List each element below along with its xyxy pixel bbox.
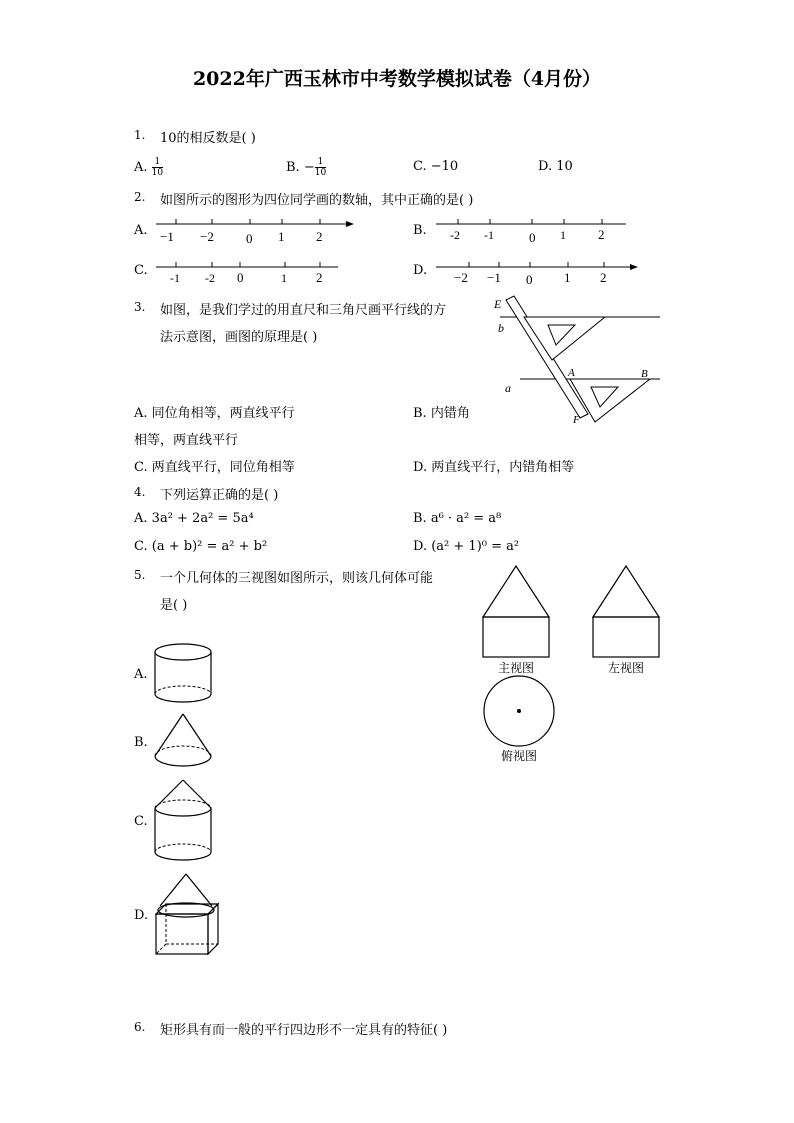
option-text: a⁶ · a² = a⁸: [430, 511, 502, 526]
option-letter: A.: [134, 511, 148, 526]
tick-label: -2: [450, 228, 460, 242]
question-3-stem-line2: 法示意图，画图的原理是( ): [160, 330, 318, 345]
question-2-number: 2.: [134, 190, 146, 204]
q3-option-d[interactable]: [413, 456, 574, 475]
tick-label: 1: [560, 228, 566, 242]
option-text: (a² + 1)⁰ = a²: [431, 539, 520, 554]
q2-option-c-letter[interactable]: C.: [134, 263, 148, 278]
option-text: 两直线平行，同位角相等: [151, 460, 295, 475]
q4-option-d[interactable]: [413, 539, 519, 554]
label-e: E: [494, 297, 502, 311]
option-letter: A.: [134, 406, 148, 421]
question-4-number: 4.: [134, 485, 146, 499]
tick-label: 2: [600, 270, 607, 285]
q3-option-a[interactable]: [134, 402, 295, 421]
question-6-number: 6.: [134, 1020, 146, 1034]
option-text: (a + b)² = a² + b²: [151, 539, 268, 554]
top-view-label: 俯视图: [500, 749, 538, 763]
question-3-number: 3.: [134, 300, 146, 314]
option-text: 两直线平行，内错角相等: [431, 460, 575, 475]
question-1-number: 1.: [134, 128, 146, 142]
option-letter: A.: [134, 160, 148, 175]
option-letter: D.: [413, 539, 428, 554]
tick-label: 2: [316, 270, 323, 285]
question-2-stem: 如图所示的图形为四位同学画的数轴，其中正确的是( ): [160, 193, 474, 208]
cone-on-cube-icon: [150, 870, 226, 962]
q5-option-d-letter[interactable]: D.: [134, 908, 149, 923]
tick-label: 0: [526, 272, 533, 287]
question-6-stem: 矩形具有而一般的平行四边形不一定具有的特征( ): [160, 1023, 448, 1038]
q3-option-c[interactable]: [134, 456, 295, 475]
number-line-c: [150, 258, 350, 288]
q1-option-b[interactable]: [286, 157, 326, 178]
cone-icon: [150, 710, 216, 772]
option-letter: D.: [413, 460, 428, 475]
option-text: −10: [430, 159, 459, 174]
q1-option-c[interactable]: [413, 159, 458, 174]
q5-option-b-letter[interactable]: B.: [134, 735, 148, 750]
tick-label: −2: [454, 270, 468, 285]
q3-option-b[interactable]: [413, 402, 470, 421]
tick-label: 2: [316, 229, 323, 244]
question-4-stem: 下列运算正确的是( ): [160, 488, 279, 503]
tick-label: 1: [281, 271, 287, 285]
minus-sign: −: [303, 160, 315, 175]
tick-label: −1: [487, 270, 501, 285]
q4-option-a[interactable]: [134, 511, 254, 526]
q1-option-d[interactable]: [538, 159, 573, 174]
tick-label: −2: [200, 229, 214, 244]
label-a-point: A: [568, 367, 575, 379]
tick-label: −1: [160, 229, 174, 244]
tick-label: 0: [246, 231, 253, 246]
tick-label: -2: [205, 271, 215, 285]
label-b: b: [498, 321, 504, 335]
q1-option-a[interactable]: [134, 157, 163, 178]
cone-on-cylinder-icon: [150, 776, 216, 868]
tick-label: -1: [170, 271, 180, 285]
q2-option-a-letter[interactable]: A.: [134, 223, 148, 238]
label-f: F: [573, 414, 580, 426]
front-view-label: 主视图: [497, 661, 535, 675]
option-text: 同位角相等，两直线平行: [151, 406, 295, 421]
tick-label: 1: [564, 270, 571, 285]
q3-option-b-continuation: 相等，两直线平行: [134, 433, 239, 448]
number-line-d: [430, 258, 644, 288]
option-text: 3a² + 2a² = 5a⁴: [151, 511, 254, 526]
tick-label: 2: [598, 227, 605, 242]
option-letter: B.: [286, 160, 300, 175]
question-5-number: 5.: [134, 568, 146, 582]
page-title: 2022年广西玉林市中考数学模拟试卷（4月份）: [192, 68, 602, 90]
tick-label: 0: [237, 270, 244, 285]
option-letter: B.: [413, 406, 427, 421]
option-text: 内错角: [430, 406, 470, 421]
number-line-b: [430, 214, 630, 248]
number-line-a: [150, 214, 360, 248]
tick-label: 1: [278, 229, 285, 244]
option-letter: C.: [134, 460, 148, 475]
left-view-label: 左视图: [607, 661, 645, 675]
q2-option-d-letter[interactable]: D.: [413, 263, 428, 278]
three-views-figure: [475, 560, 675, 770]
cylinder-icon: [150, 640, 216, 710]
q5-option-a-letter[interactable]: A.: [134, 667, 148, 682]
fraction: $\frac{1}{10}$: [151, 157, 164, 178]
fraction: $\frac{1}{10}$: [314, 157, 327, 178]
option-text: 10: [556, 159, 573, 174]
tick-label: -1: [484, 228, 494, 242]
option-letter: C.: [134, 539, 148, 554]
q5-option-c-letter[interactable]: C.: [134, 814, 148, 829]
ruler-triangle-figure: [490, 292, 670, 432]
option-letter: B.: [413, 511, 427, 526]
question-5-stem-line2: 是( ): [160, 598, 188, 613]
option-letter: C.: [413, 159, 427, 174]
question-1-stem: 10的相反数是( ): [160, 131, 256, 146]
q4-option-c[interactable]: [134, 539, 267, 554]
label-a: a: [505, 381, 511, 395]
label-b-point: B: [641, 368, 648, 380]
question-3-stem-line1: 如图，是我们学过的用直尺和三角尺画平行线的方: [160, 303, 447, 318]
question-5-stem-line1: 一个几何体的三视图如图所示，则该几何体可能: [160, 571, 434, 586]
q2-option-b-letter[interactable]: B.: [413, 223, 427, 238]
q4-option-b[interactable]: [413, 511, 501, 526]
tick-label: 0: [529, 230, 536, 245]
option-letter: D.: [538, 159, 553, 174]
